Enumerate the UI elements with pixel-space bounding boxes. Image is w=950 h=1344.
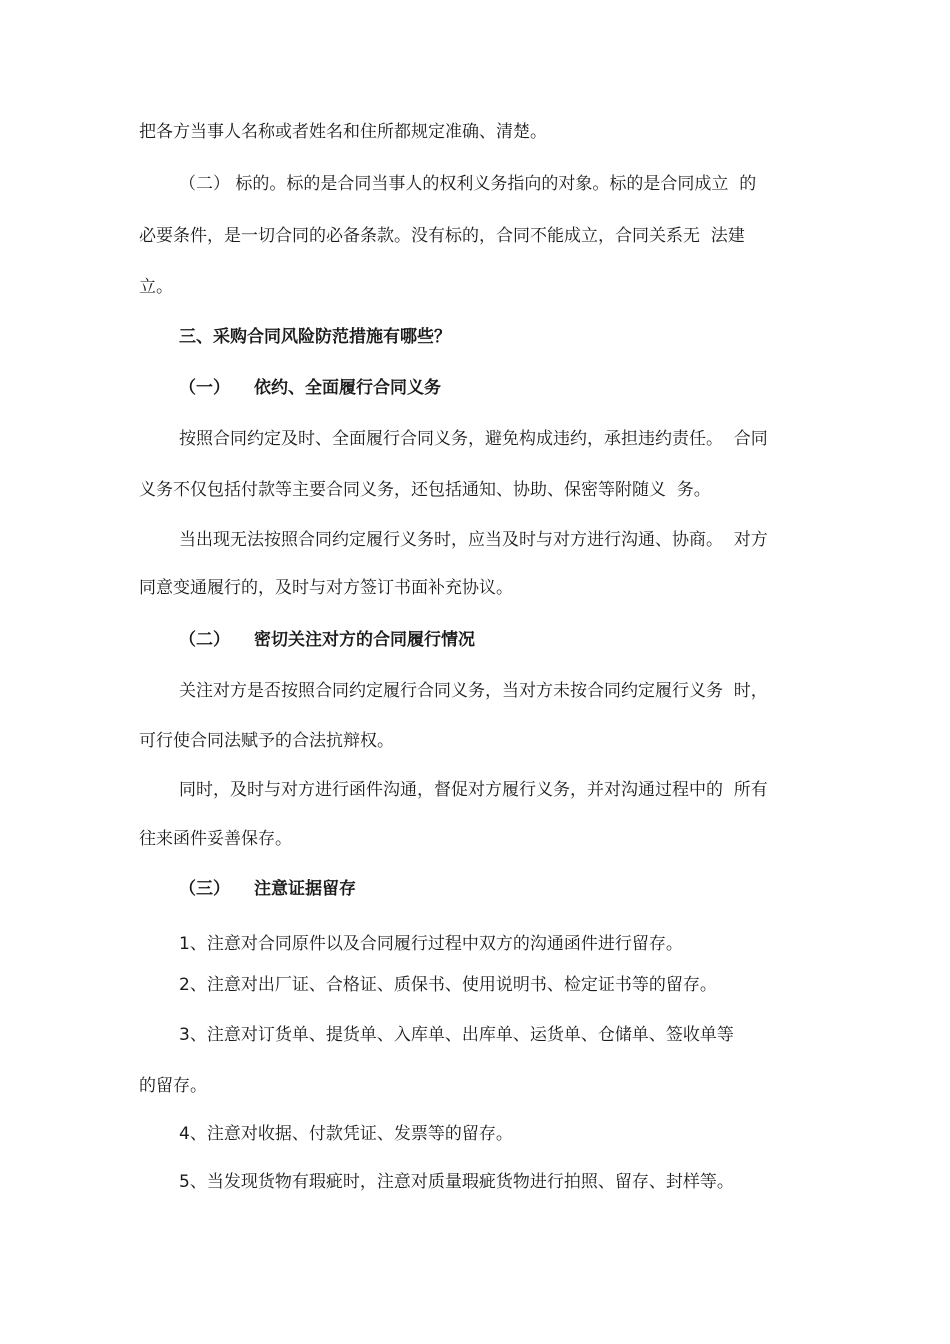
- subsection-heading: 密切关注对方的合同履行情况: [254, 630, 475, 650]
- section-heading: 三、采购合同风险防范措施有哪些？: [179, 327, 451, 347]
- paragraph-line: 往来函件妥善保存。: [139, 829, 292, 849]
- list-item: 5、当发现货物有瑕疵时，注意对质量瑕疵货物进行拍照、留存、封样等。: [179, 1172, 734, 1192]
- paragraph-line: 同时，及时与对方进行函件沟通，督促对方履行义务，并对沟通过程中的 所有: [179, 780, 768, 800]
- paragraph-line: 关注对方是否按照合同约定履行合同义务，当对方未按合同约定履行义务 时，: [179, 681, 768, 701]
- paragraph-line: 立。: [139, 277, 173, 297]
- subsection-heading: 注意证据留存: [254, 879, 356, 899]
- list-item: 4、注意对收据、付款凭证、发票等的留存。: [179, 1124, 513, 1144]
- paragraph-line: 同意变通履行的，及时与对方签订书面补充协议。: [139, 578, 513, 598]
- paragraph-line: 义务不仅包括付款等主要合同义务，还包括通知、协助、保密等附随义 务。: [139, 480, 711, 500]
- list-item: 2、注意对出厂证、合格证、质保书、使用说明书、检定证书等的留存。: [179, 975, 717, 995]
- paragraph-line: 必要条件，是一切合同的必备条款。没有标的，合同不能成立，合同关系无 法建: [139, 226, 745, 246]
- subsection-number: （三）: [179, 879, 230, 899]
- list-item: 1、注意对合同原件以及合同履行过程中双方的沟通函件进行留存。: [179, 934, 683, 954]
- subsection-number: （二）: [179, 630, 230, 650]
- list-item-continuation: 的留存。: [139, 1076, 207, 1096]
- paragraph-line: 可行使合同法赋予的合法抗辩权。: [139, 731, 394, 751]
- paragraph-line: 把各方当事人名称或者姓名和住所都规定准确、清楚。: [139, 122, 547, 142]
- list-item: 3、注意对订货单、提货单、入库单、出库单、运货单、仓储单、签收单等: [179, 1025, 734, 1045]
- paragraph-line: （二） 标的。标的是合同当事人的权利义务指向的对象。标的是合同成立 的: [179, 174, 757, 194]
- paragraph-line: 当出现无法按照合同约定履行义务时，应当及时与对方进行沟通、协商。 对方: [179, 530, 768, 550]
- paragraph-line: 按照合同约定及时、全面履行合同义务，避免构成违约，承担违约责任。 合同: [179, 429, 768, 449]
- subsection-number: （一）: [179, 378, 230, 398]
- subsection-heading: 依约、全面履行合同义务: [254, 378, 441, 398]
